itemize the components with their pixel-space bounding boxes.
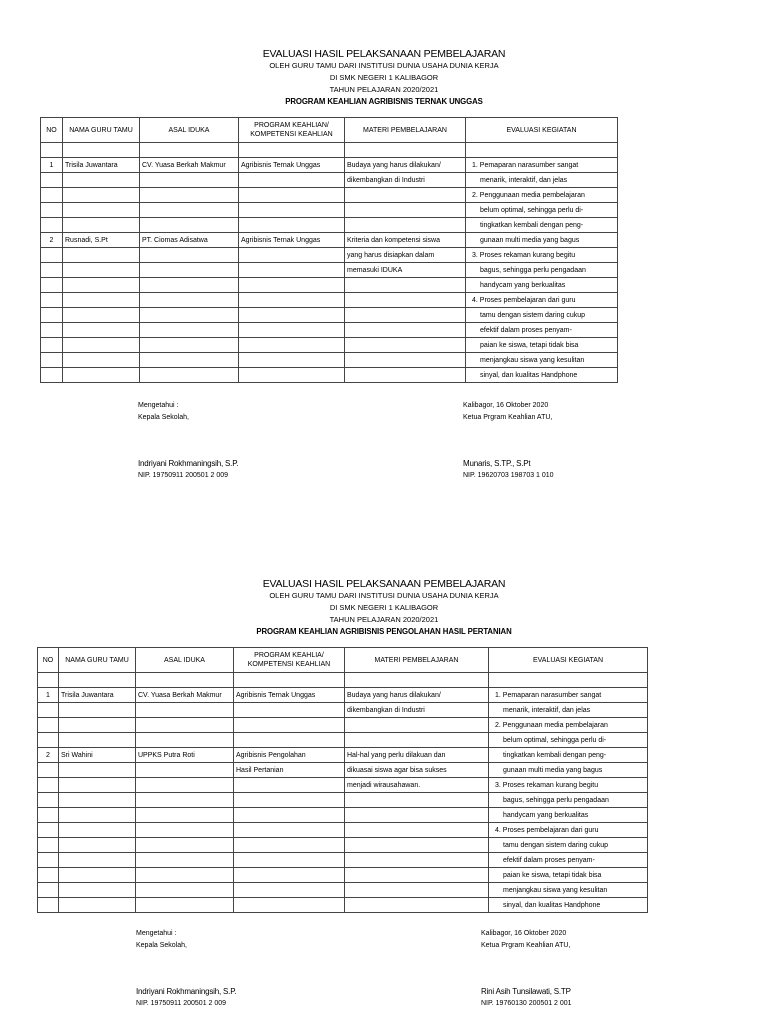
cell-no bbox=[41, 278, 63, 293]
cell-nama bbox=[63, 248, 140, 263]
sig-acknowledge: Mengetahui : bbox=[136, 930, 177, 937]
cell-no bbox=[41, 248, 63, 263]
cell-eval: 4. Proses pembelajaran dari guru bbox=[489, 823, 648, 838]
cell-prog bbox=[234, 793, 345, 808]
cell-prog bbox=[234, 718, 345, 733]
cell-materi: memasuki IDUKA bbox=[345, 263, 466, 278]
cell-nama: Rusnadi, S.Pt bbox=[63, 233, 140, 248]
cell-nama bbox=[59, 853, 136, 868]
cell-eval: handycam yang berkualitas bbox=[489, 808, 648, 823]
sheet-title: EVALUASI HASIL PELAKSANAAN PEMBELAJARAN bbox=[262, 48, 506, 60]
cell-prog bbox=[239, 173, 345, 188]
cell-no bbox=[38, 853, 59, 868]
cell-materi bbox=[345, 218, 466, 233]
cell-asal bbox=[140, 263, 239, 278]
right-signature bbox=[463, 400, 554, 482]
cell-nama bbox=[59, 883, 136, 898]
table-row bbox=[38, 778, 648, 793]
table-row bbox=[41, 353, 618, 368]
cell-asal bbox=[140, 203, 239, 218]
sig-name: Indriyani Rokhmaningsih, S.P. bbox=[138, 459, 239, 468]
header-eval: EVALUASI KEGIATAN bbox=[466, 118, 618, 143]
cell-asal bbox=[136, 898, 234, 913]
table-row bbox=[41, 173, 618, 188]
cell-no bbox=[38, 733, 59, 748]
cell-prog bbox=[234, 853, 345, 868]
cell-prog bbox=[234, 703, 345, 718]
cell-prog bbox=[239, 263, 345, 278]
cell-no bbox=[38, 838, 59, 853]
cell-no bbox=[41, 218, 63, 233]
cell-materi: Budaya yang harus dilakukan/ bbox=[345, 158, 466, 173]
cell-prog bbox=[234, 808, 345, 823]
cell-eval: menarik, interaktif, dan jelas bbox=[466, 173, 618, 188]
cell-eval bbox=[489, 673, 648, 688]
cell-materi bbox=[345, 823, 489, 838]
cell-no bbox=[38, 883, 59, 898]
cell-no bbox=[41, 143, 63, 158]
cell-no: 1 bbox=[41, 158, 63, 173]
cell-eval: bagus, sehingga perlu pengadaan bbox=[466, 263, 618, 278]
sheet-year: TAHUN PELAJARAN 2020/2021 bbox=[329, 615, 439, 624]
cell-nama bbox=[63, 203, 140, 218]
cell-nama bbox=[59, 673, 136, 688]
cell-prog: Agribisnis Ternak Unggas bbox=[239, 233, 345, 248]
cell-materi bbox=[345, 898, 489, 913]
cell-prog bbox=[239, 248, 345, 263]
sheet-title: EVALUASI HASIL PELAKSANAAN PEMBELAJARAN bbox=[262, 578, 506, 590]
cell-asal bbox=[136, 853, 234, 868]
cell-nama: Sri Wahini bbox=[59, 748, 136, 763]
cell-asal: CV. Yuasa Berkah Makmur bbox=[136, 688, 234, 703]
cell-materi bbox=[345, 203, 466, 218]
cell-asal bbox=[136, 868, 234, 883]
cell-materi: Hal-hal yang perlu dilakuan dan bbox=[345, 748, 489, 763]
table-row bbox=[38, 733, 648, 748]
sig-nip: NIP. 19750911 200501 2 009 bbox=[136, 1000, 227, 1007]
cell-asal: UPPKS Putra Roti bbox=[136, 748, 234, 763]
cell-prog bbox=[239, 338, 345, 353]
cell-eval: belum optimal, sehingga perlu di- bbox=[466, 203, 618, 218]
cell-no: 1 bbox=[38, 688, 59, 703]
cell-eval: 4. Proses pembelajaran dari guru bbox=[466, 293, 618, 308]
table-row bbox=[41, 368, 618, 383]
right-signature bbox=[481, 928, 572, 1010]
table-row bbox=[38, 793, 648, 808]
cell-eval: menarik, interaktif, dan jelas bbox=[489, 703, 648, 718]
cell-prog: Agribisnis Ternak Unggas bbox=[239, 158, 345, 173]
table-row bbox=[38, 838, 648, 853]
cell-nama bbox=[59, 778, 136, 793]
table-row bbox=[41, 278, 618, 293]
cell-nama bbox=[63, 353, 140, 368]
cell-eval: tamu dengan sistem daring cukup bbox=[466, 308, 618, 323]
table-row bbox=[41, 263, 618, 278]
cell-eval: 3. Proses rekaman kurang begitu bbox=[466, 248, 618, 263]
sheet-school: DI SMK NEGERI 1 KALIBAGOR bbox=[329, 73, 439, 82]
cell-nama bbox=[63, 143, 140, 158]
header-asal: ASAL IDUKA bbox=[140, 118, 239, 143]
cell-materi: Kriteria dan kompetensi siswa bbox=[345, 233, 466, 248]
cell-eval: efektif dalam proses penyam- bbox=[466, 323, 618, 338]
cell-no bbox=[38, 808, 59, 823]
cell-eval: paian ke siswa, tetapi tidak bisa bbox=[466, 338, 618, 353]
sig-name: Indriyani Rokhmaningsih, S.P. bbox=[136, 987, 237, 996]
header-asal: ASAL IDUKA bbox=[136, 648, 234, 673]
cell-materi bbox=[345, 808, 489, 823]
cell-asal bbox=[140, 308, 239, 323]
cell-nama bbox=[59, 823, 136, 838]
cell-no bbox=[41, 323, 63, 338]
cell-no bbox=[38, 793, 59, 808]
cell-nama bbox=[63, 188, 140, 203]
sig-date: Kalibagor, 16 Oktober 2020 bbox=[481, 930, 567, 937]
cell-prog: Agribisnis Ternak Unggas bbox=[234, 688, 345, 703]
cell-no bbox=[41, 188, 63, 203]
table-row bbox=[38, 808, 648, 823]
header-prog: PROGRAM KEAHLIAN/ KOMPETENSI KEAHLIAN bbox=[239, 118, 345, 143]
cell-eval: tingkatkan kembali dengan peng- bbox=[466, 218, 618, 233]
sig-role: Kepala Sekolah, bbox=[138, 414, 189, 421]
evaluation-table bbox=[37, 647, 648, 913]
cell-eval: efektif dalam proses penyam- bbox=[489, 853, 648, 868]
table-row bbox=[38, 703, 648, 718]
cell-no bbox=[41, 293, 63, 308]
cell-eval: tamu dengan sistem daring cukup bbox=[489, 838, 648, 853]
cell-nama bbox=[63, 173, 140, 188]
sig-acknowledge: Mengetahui : bbox=[138, 402, 179, 409]
table-row bbox=[38, 853, 648, 868]
table-row bbox=[38, 763, 648, 778]
cell-no bbox=[41, 353, 63, 368]
cell-prog bbox=[239, 323, 345, 338]
table-row bbox=[41, 218, 618, 233]
cell-prog bbox=[234, 733, 345, 748]
sig-name: Munaris, S.TP., S.Pt bbox=[463, 459, 531, 468]
table-row bbox=[38, 898, 648, 913]
cell-prog bbox=[239, 308, 345, 323]
cell-materi bbox=[345, 188, 466, 203]
cell-nama bbox=[63, 308, 140, 323]
header-materi: MATERI PEMBELAJARAN bbox=[345, 648, 489, 673]
cell-materi bbox=[345, 338, 466, 353]
table-row bbox=[38, 718, 648, 733]
table-row bbox=[41, 338, 618, 353]
sheet-subtitle: OLEH GURU TAMU DARI INSTITUSI DUNIA USAHA DUNIA KERJA bbox=[269, 591, 499, 600]
table-row bbox=[41, 323, 618, 338]
cell-eval: sinyal, dan kualitas Handphone bbox=[489, 898, 648, 913]
cell-nama bbox=[59, 868, 136, 883]
cell-materi: dikembangkan di Industri bbox=[345, 173, 466, 188]
cell-no bbox=[38, 673, 59, 688]
sig-role: Kepala Sekolah, bbox=[136, 942, 187, 949]
cell-materi: dikembangkan di Industri bbox=[345, 703, 489, 718]
table-row bbox=[41, 188, 618, 203]
cell-asal bbox=[136, 778, 234, 793]
cell-no bbox=[38, 868, 59, 883]
table-row bbox=[38, 868, 648, 883]
cell-asal bbox=[140, 188, 239, 203]
cell-materi bbox=[345, 143, 466, 158]
cell-nama bbox=[59, 703, 136, 718]
cell-materi bbox=[345, 793, 489, 808]
cell-nama bbox=[59, 808, 136, 823]
cell-prog: Hasil Pertanian bbox=[234, 763, 345, 778]
evaluation-sheet-1 bbox=[0, 48, 768, 479]
cell-prog bbox=[239, 143, 345, 158]
cell-nama bbox=[63, 338, 140, 353]
cell-prog bbox=[239, 203, 345, 218]
sheet-header bbox=[0, 578, 768, 638]
table-row bbox=[38, 823, 648, 838]
cell-asal bbox=[136, 718, 234, 733]
table-row bbox=[41, 158, 618, 173]
header-nama: NAMA GURU TAMU bbox=[59, 648, 136, 673]
cell-eval: 2. Penggunaan media pembelajaran bbox=[466, 188, 618, 203]
cell-no: 2 bbox=[38, 748, 59, 763]
cell-asal bbox=[136, 793, 234, 808]
cell-nama bbox=[63, 368, 140, 383]
cell-asal bbox=[136, 703, 234, 718]
cell-nama bbox=[63, 218, 140, 233]
cell-materi bbox=[345, 868, 489, 883]
cell-no bbox=[41, 203, 63, 218]
cell-asal bbox=[140, 143, 239, 158]
cell-nama bbox=[59, 718, 136, 733]
cell-materi bbox=[345, 838, 489, 853]
sig-nip: NIP. 19750911 200501 2 009 bbox=[138, 472, 229, 479]
header-no: NO bbox=[41, 118, 63, 143]
cell-asal bbox=[140, 248, 239, 263]
cell-materi bbox=[345, 293, 466, 308]
cell-nama bbox=[63, 278, 140, 293]
sheet-header bbox=[0, 48, 768, 108]
cell-materi: dikuasai siswa agar bisa sukses bbox=[345, 763, 489, 778]
cell-nama bbox=[59, 733, 136, 748]
cell-prog bbox=[234, 838, 345, 853]
cell-eval: sinyal, dan kualitas Handphone bbox=[466, 368, 618, 383]
cell-asal bbox=[136, 883, 234, 898]
left-signature bbox=[138, 400, 238, 482]
table-row bbox=[41, 203, 618, 218]
table-row bbox=[38, 673, 648, 688]
cell-materi bbox=[345, 278, 466, 293]
header-eval: EVALUASI KEGIATAN bbox=[489, 648, 648, 673]
cell-no bbox=[41, 173, 63, 188]
cell-eval: menjangkau siswa yang kesulitan bbox=[466, 353, 618, 368]
cell-nama bbox=[63, 293, 140, 308]
cell-nama bbox=[63, 323, 140, 338]
cell-no bbox=[38, 823, 59, 838]
cell-nama bbox=[63, 263, 140, 278]
cell-asal: PT. Ciomas Adisatwa bbox=[140, 233, 239, 248]
cell-asal bbox=[140, 293, 239, 308]
cell-prog bbox=[239, 278, 345, 293]
cell-no bbox=[41, 338, 63, 353]
sig-nip: NIP. 19760130 200501 2 001 bbox=[481, 1000, 572, 1007]
cell-asal bbox=[140, 173, 239, 188]
cell-eval bbox=[466, 143, 618, 158]
cell-prog bbox=[239, 368, 345, 383]
cell-prog bbox=[239, 188, 345, 203]
cell-no bbox=[38, 898, 59, 913]
table-row bbox=[41, 308, 618, 323]
cell-no bbox=[38, 763, 59, 778]
cell-nama bbox=[59, 763, 136, 778]
cell-asal bbox=[140, 338, 239, 353]
table-row bbox=[41, 293, 618, 308]
cell-asal bbox=[136, 763, 234, 778]
cell-prog bbox=[234, 778, 345, 793]
table-row bbox=[41, 143, 618, 158]
cell-asal bbox=[140, 368, 239, 383]
cell-prog: Agribisnis Pengolahan bbox=[234, 748, 345, 763]
cell-nama bbox=[59, 838, 136, 853]
cell-prog bbox=[239, 218, 345, 233]
evaluation-table bbox=[40, 117, 618, 383]
cell-no bbox=[38, 703, 59, 718]
cell-eval: belum optimal, sehingga perlu di- bbox=[489, 733, 648, 748]
table-row bbox=[38, 748, 648, 763]
cell-materi bbox=[345, 368, 466, 383]
sig-name: Rini Asih Tunsilawati, S.TP bbox=[481, 987, 571, 996]
cell-asal bbox=[136, 673, 234, 688]
cell-eval: 2. Penggunaan media pembelajaran bbox=[489, 718, 648, 733]
cell-no bbox=[41, 263, 63, 278]
cell-prog bbox=[239, 293, 345, 308]
sig-role: Ketua Prgram Keahlian ATU, bbox=[481, 942, 571, 949]
cell-no bbox=[41, 368, 63, 383]
cell-eval: handycam yang berkualitas bbox=[466, 278, 618, 293]
table-row bbox=[38, 883, 648, 898]
cell-no bbox=[41, 308, 63, 323]
cell-materi bbox=[345, 323, 466, 338]
cell-nama: Trisila Juwantara bbox=[63, 158, 140, 173]
cell-no bbox=[38, 778, 59, 793]
cell-eval: gunaan multi media yang bagus bbox=[466, 233, 618, 248]
cell-eval: 1. Pemaparan narasumber sangat bbox=[489, 688, 648, 703]
cell-nama bbox=[59, 793, 136, 808]
cell-asal bbox=[140, 278, 239, 293]
sheet-program: PROGRAM KEAHLIAN AGRIBISNIS TERNAK UNGGAS bbox=[285, 97, 483, 106]
cell-prog bbox=[239, 353, 345, 368]
header-prog: PROGRAM KEAHLIA/ KOMPETENSI KEAHLIAN bbox=[234, 648, 345, 673]
cell-no: 2 bbox=[41, 233, 63, 248]
cell-materi bbox=[345, 308, 466, 323]
cell-materi bbox=[345, 673, 489, 688]
cell-asal bbox=[136, 808, 234, 823]
cell-nama: Trisila Juwantara bbox=[59, 688, 136, 703]
cell-prog bbox=[234, 883, 345, 898]
cell-eval: tingkatkan kembali dengan peng- bbox=[489, 748, 648, 763]
cell-prog bbox=[234, 823, 345, 838]
sig-nip: NIP. 19620703 198703 1 010 bbox=[463, 472, 554, 479]
cell-asal bbox=[140, 353, 239, 368]
table-row bbox=[41, 233, 618, 248]
table-header bbox=[41, 118, 618, 143]
cell-asal: CV. Yuasa Berkah Makmur bbox=[140, 158, 239, 173]
left-signature bbox=[136, 928, 236, 1010]
sheet-school: DI SMK NEGERI 1 KALIBAGOR bbox=[329, 603, 439, 612]
cell-eval: 1. Pemaparan narasumber sangat bbox=[466, 158, 618, 173]
header-nama: NAMA GURU TAMU bbox=[63, 118, 140, 143]
cell-nama bbox=[59, 898, 136, 913]
cell-eval: 3. Proses rekaman kurang begitu bbox=[489, 778, 648, 793]
cell-asal bbox=[136, 823, 234, 838]
cell-prog bbox=[234, 673, 345, 688]
cell-eval: bagus, sehingga perlu pengadaan bbox=[489, 793, 648, 808]
cell-eval: paian ke siswa, tetapi tidak bisa bbox=[489, 868, 648, 883]
cell-materi: menjadi wirausahawan. bbox=[345, 778, 489, 793]
cell-materi: yang harus disiapkan dalam bbox=[345, 248, 466, 263]
cell-materi bbox=[345, 733, 489, 748]
cell-asal bbox=[136, 733, 234, 748]
cell-materi bbox=[345, 353, 466, 368]
cell-materi: Budaya yang harus dilakukan/ bbox=[345, 688, 489, 703]
cell-prog bbox=[234, 898, 345, 913]
sheet-program: PROGRAM KEAHLIAN AGRIBISNIS PENGOLAHAN HASIL PERTANIAN bbox=[256, 627, 512, 636]
cell-asal bbox=[140, 218, 239, 233]
evaluation-sheet-2 bbox=[0, 578, 768, 1007]
cell-no bbox=[38, 718, 59, 733]
cell-materi bbox=[345, 853, 489, 868]
header-no: NO bbox=[38, 648, 59, 673]
cell-asal bbox=[136, 838, 234, 853]
sheet-year: TAHUN PELAJARAN 2020/2021 bbox=[329, 85, 439, 94]
header-materi: MATERI PEMBELAJARAN bbox=[345, 118, 466, 143]
cell-prog bbox=[234, 868, 345, 883]
cell-eval: menjangkau siswa yang kesulitan bbox=[489, 883, 648, 898]
table-header bbox=[38, 648, 648, 673]
sig-role: Ketua Prgram Keahlian ATU, bbox=[463, 414, 553, 421]
cell-asal bbox=[140, 323, 239, 338]
cell-materi bbox=[345, 883, 489, 898]
table-row bbox=[41, 248, 618, 263]
sheet-subtitle: OLEH GURU TAMU DARI INSTITUSI DUNIA USAHA DUNIA KERJA bbox=[269, 61, 499, 70]
sig-date: Kalibagor, 16 Oktober 2020 bbox=[463, 402, 549, 409]
cell-materi bbox=[345, 718, 489, 733]
cell-eval: gunaan multi media yang bagus bbox=[489, 763, 648, 778]
table-row bbox=[38, 688, 648, 703]
